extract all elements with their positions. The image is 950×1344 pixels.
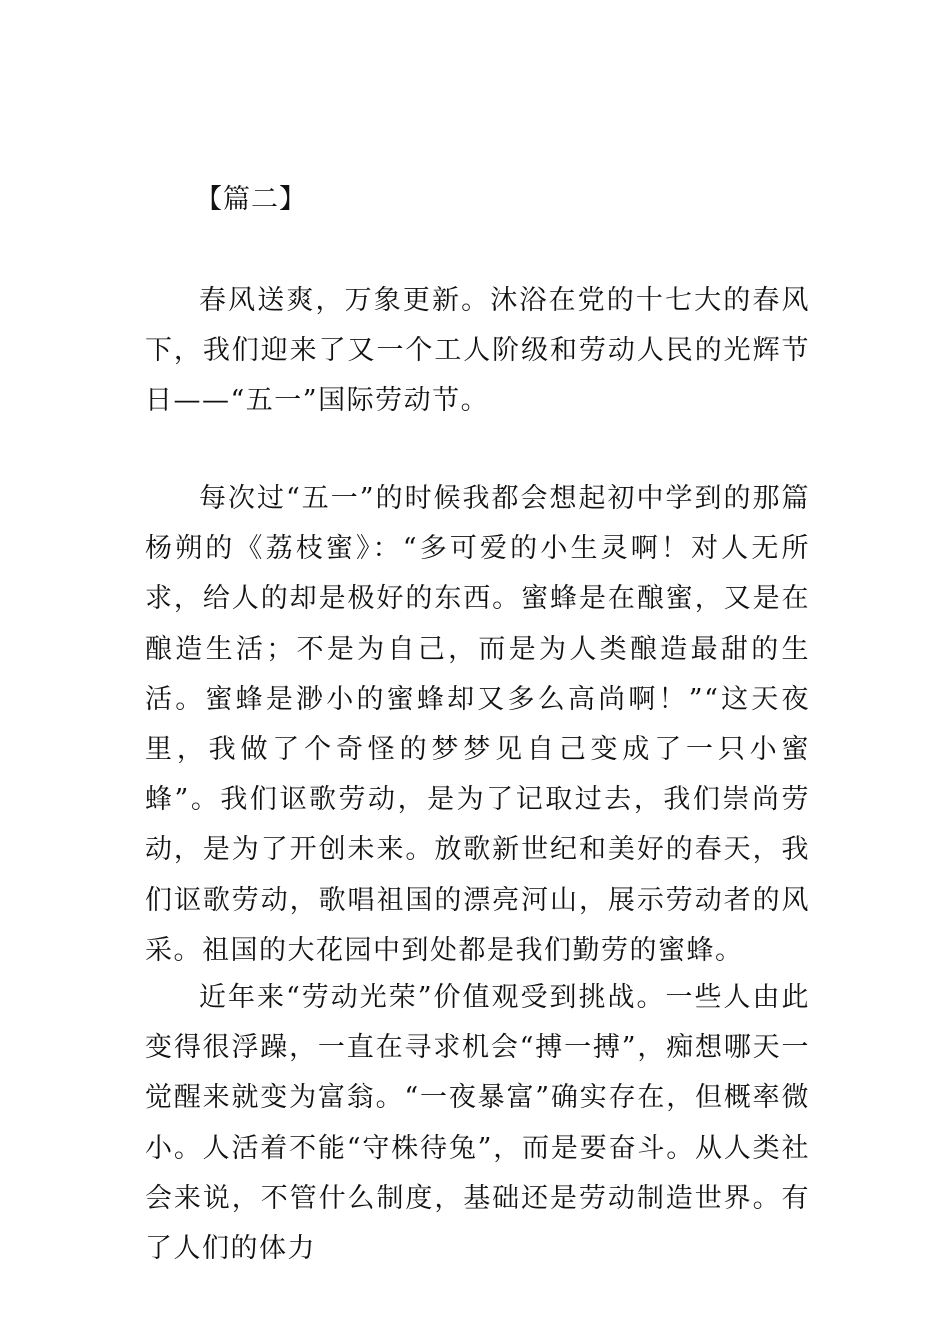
paragraph-1: 春风送爽，万象更新。沐浴在党的十七大的春风下，我们迎来了又一个工人阶级和劳动人民的光辉节日——“五一”国际劳动节。 (145, 285, 810, 417)
paragraph-2: 每次过“五一”的时候我都会想起初中学到的那篇杨朔的《荔枝蜜》：“多可爱的小生灵啊！对人无所求，给人的却是极好的东西。蜜蜂是在酿蜜，又是在酿造生活；不是为自己，而是为人类酿造最甜的生活。蜜蜂是渺小的蜜蜂却又多么高尚啊！”“这天夜里，我做了个奇怪的梦梦见自己变成了一只小蜜蜂”。我们讴歌劳动，是为了记取过去，我们崇尚劳动，是为了开创未来。放歌新世纪和美好的春天，我们讴歌劳动，歌唱祖国的漂亮河山，展示劳动者的风采。祖国的大花园中到处都是我们勤劳的蜜蜂。 (145, 483, 810, 966)
paragraph-3: 近年来“劳动光荣”价值观受到挑战。一些人由此变得很浮躁，一直在寻求机会“搏一搏”，痴想哪天一觉醒来就变为富翁。“一夜暴富”确实存在，但概率微小。人活着不能“守株待兔”，而是要奋斗。从人类社会来说，不管什么制度，基础还是劳动制造世界。有了人们的体力 (145, 982, 810, 1265)
section-heading: 【篇二】 (195, 184, 307, 215)
